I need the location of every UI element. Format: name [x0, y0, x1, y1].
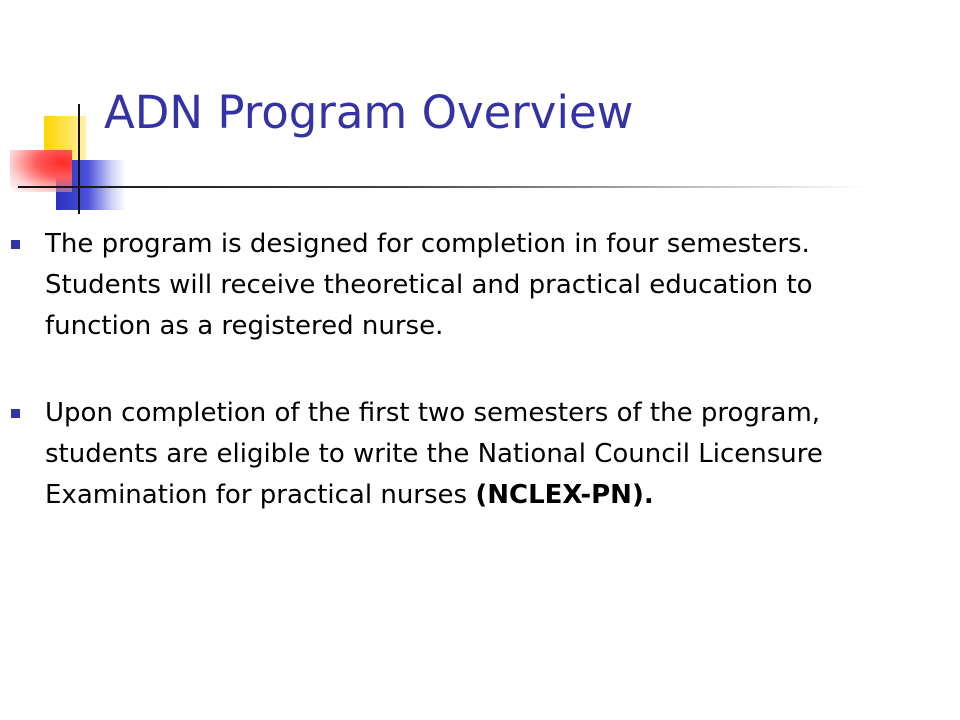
bullet-text: Upon completion of the first two semesters of the program, students are eligible to write the National Council Licensure Examination for practical nurses	[45, 398, 823, 510]
title-underline	[18, 186, 868, 188]
slide-title: ADN Program Overview	[104, 86, 634, 139]
bullet-emphasis: (NCLEX-PN).	[475, 480, 654, 510]
vertical-rule	[78, 104, 80, 214]
bullet-item	[0, 224, 955, 347]
bullet-marker-icon	[11, 409, 20, 418]
bullet-text: The program is designed for completion in four semesters. Students will receive theoretical and practical education to function as a registered nurse.	[45, 229, 813, 341]
bullet-item	[0, 393, 955, 516]
bullet-marker-icon	[11, 240, 20, 249]
bullet-list	[0, 224, 960, 516]
